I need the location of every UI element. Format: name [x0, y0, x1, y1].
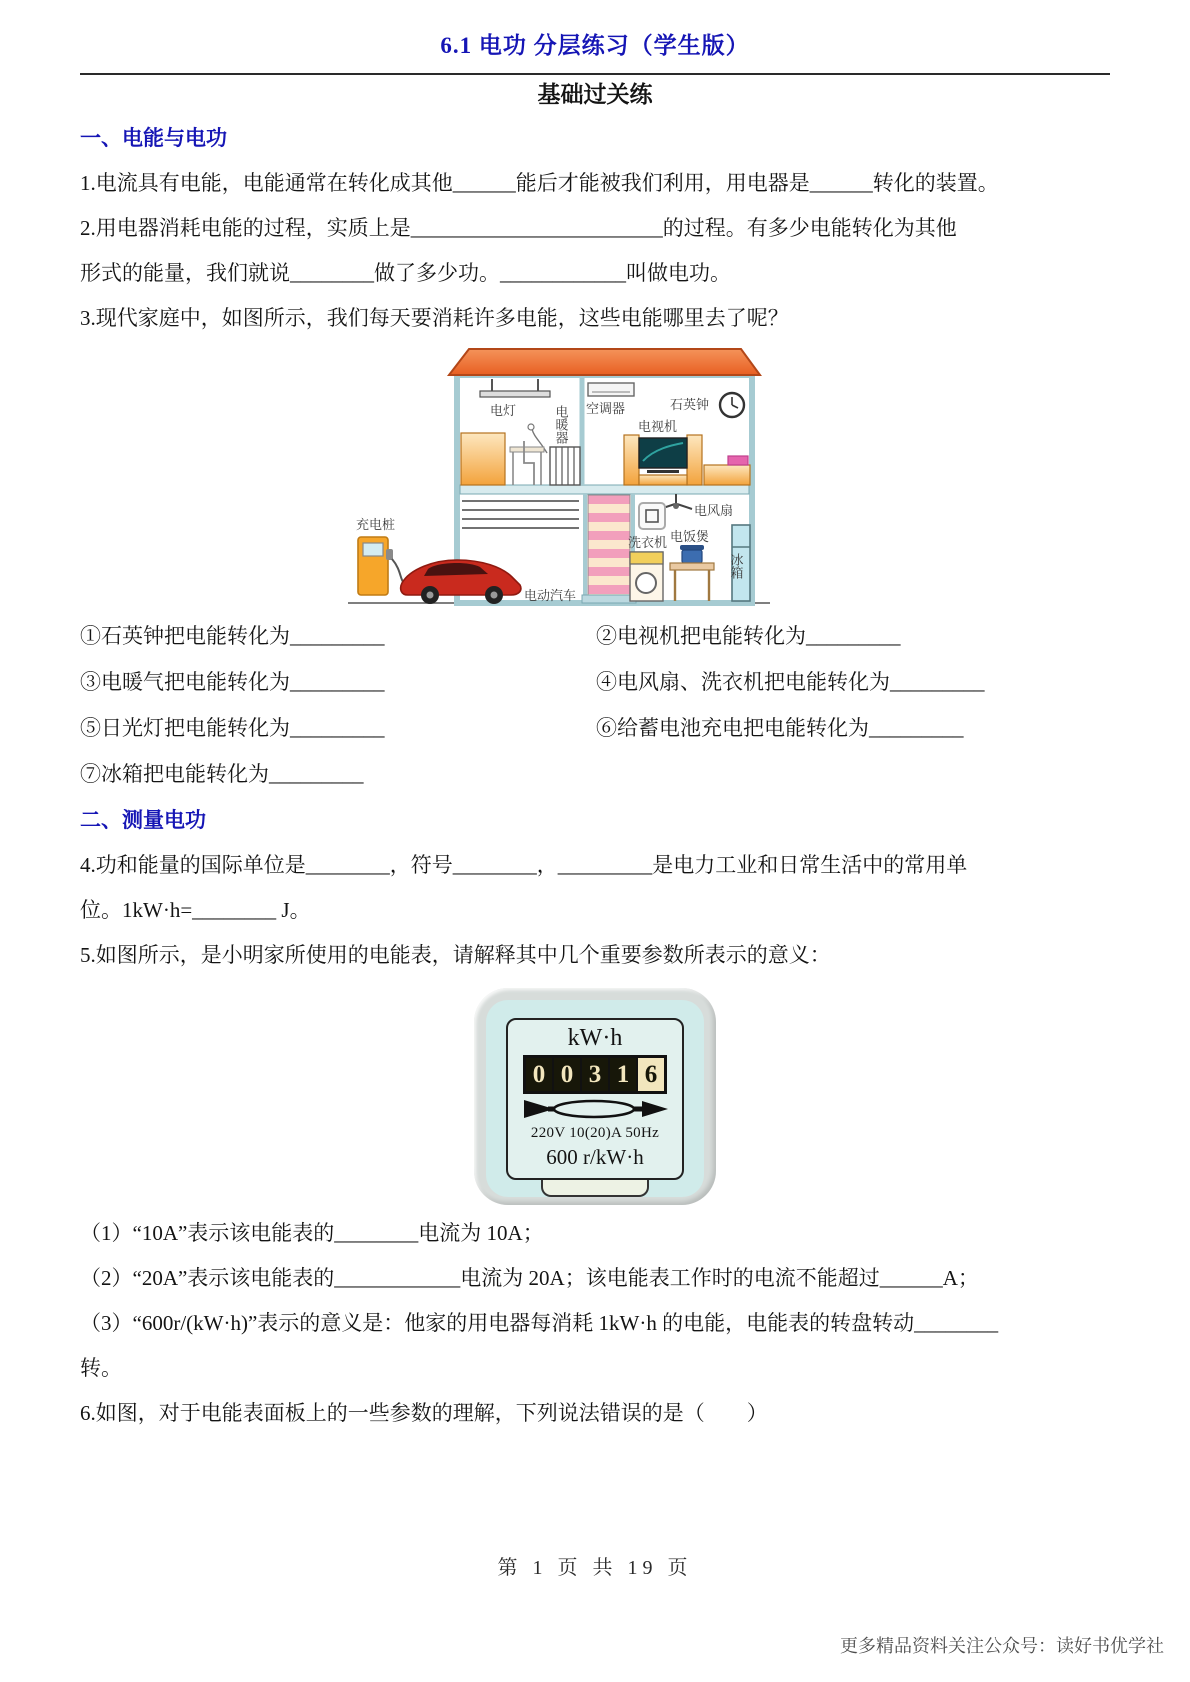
energy-meter-panel	[506, 1018, 684, 1180]
footer-note: 更多精品资料关注公众号：读好书优学社	[840, 1636, 1164, 1656]
page-number: 第 1 页 共 19 页	[497, 1557, 693, 1579]
meter-digit-1: 0	[526, 1058, 552, 1091]
question-5-sub3-cont: 转。	[80, 1356, 122, 1380]
meter-specs: 220V 10(20)A 50Hz	[530, 1125, 660, 1141]
section1-heading: 一、电能与电功	[80, 126, 227, 150]
question-6: 6.如图，对于电能表面板上的一些参数的理解，下列说法错误的是（ ）	[80, 1401, 768, 1425]
subitem-7: ⑦冰箱把电能转化为_________	[80, 762, 364, 786]
subitem-empty	[596, 751, 1110, 797]
label-lamp: 电灯	[490, 403, 517, 418]
subitem-5: ⑤日光灯把电能转化为_________	[80, 716, 385, 740]
meter-digit-2: 0	[552, 1058, 580, 1091]
subitem-2: ②电视机把电能转化为_________	[596, 624, 901, 648]
label-washer: 洗衣机	[628, 535, 668, 550]
clock-icon	[720, 393, 744, 417]
meter-counter	[523, 1055, 667, 1094]
question-2-line2: 形式的能量，我们就说________做了多少功。____________叫做电功。	[80, 261, 731, 285]
question3-subitems	[80, 613, 1110, 797]
wall-frame-icon	[639, 503, 665, 529]
question-3: 3.现代家庭中，如图所示，我们每天要消耗许多电能，这些电能哪里去了呢？	[80, 306, 789, 330]
subitem-6: ⑥给蓄电池充电把电能转化为_________	[596, 716, 964, 740]
question-2-line1: 2.用电器消耗电能的过程，实质上是________________________的过程。有多少电能转化为其他	[80, 216, 957, 240]
label-fan: 电风扇	[694, 503, 734, 518]
washing-machine-icon	[630, 552, 663, 601]
label-tv: 电视机	[638, 419, 678, 434]
label-clock: 石英钟	[670, 397, 710, 412]
question-4-line2: 位。1kW·h=________ J。	[80, 898, 311, 922]
question-5: 5.如图所示，是小明家所使用的电能表，请解释其中几个重要参数所表示的意义：	[80, 943, 831, 967]
section-banner: 基础过关练	[537, 82, 653, 107]
question-5-sub2: （2）“20A”表示该电能表的____________电流为 20A；该电能表工作时的电流不能超过______A；	[80, 1266, 979, 1290]
label-heater: 电暖器	[553, 405, 569, 444]
meter-unit-label: kW·h	[567, 1025, 623, 1051]
label-ac: 空调器	[586, 401, 626, 416]
meter-digit-3: 3	[580, 1058, 608, 1091]
section2-heading: 二、测量电功	[80, 808, 206, 832]
energy-meter-body	[486, 1000, 704, 1197]
label-fridge: 冰箱	[728, 553, 744, 579]
page-title: 6.1 电功 分层练习（学生版）	[440, 33, 750, 58]
meter-revolutions: 600 r/kW·h	[546, 1145, 644, 1169]
label-cooker: 电饭煲	[670, 529, 710, 544]
house-illustration	[342, 345, 778, 611]
subitem-1: ①石英钟把电能转化为_________	[80, 624, 385, 648]
energy-meter-figure	[474, 988, 716, 1205]
air-conditioner-icon	[588, 383, 634, 396]
question-4-line1: 4.功和能量的国际单位是________，符号________，_________是电力工业和日常生活中的常用单	[80, 853, 968, 877]
meter-digit-5: 6	[636, 1058, 664, 1091]
label-charger: 充电桩	[356, 517, 396, 532]
meter-bottom-tab	[541, 1180, 649, 1197]
subitem-3: ③电暖气把电能转化为_________	[80, 670, 385, 694]
question-5-sub3: （3）“600r/(kW·h)”表示的意义是：他家的用电器每消耗 1kW·h 的电能，电能表的转盘转动________	[80, 1311, 999, 1335]
question-5-sub1: （1）“10A”表示该电能表的________电流为 10A；	[80, 1221, 544, 1245]
label-car: 电动汽车	[524, 588, 577, 603]
meter-disc-arrow-icon	[520, 1096, 670, 1122]
meter-digit-4: 1	[608, 1058, 636, 1091]
question-1: 1.电流具有电能，电能通常在转化成其他______能后才能被我们利用，用电器是______转化的装置。	[80, 171, 999, 195]
subitem-4: ④电风扇、洗衣机把电能转化为_________	[596, 670, 985, 694]
tv-icon	[624, 435, 702, 485]
house-appliances-figure	[342, 345, 778, 611]
cabinet-icon	[461, 433, 505, 485]
roof	[449, 349, 760, 375]
